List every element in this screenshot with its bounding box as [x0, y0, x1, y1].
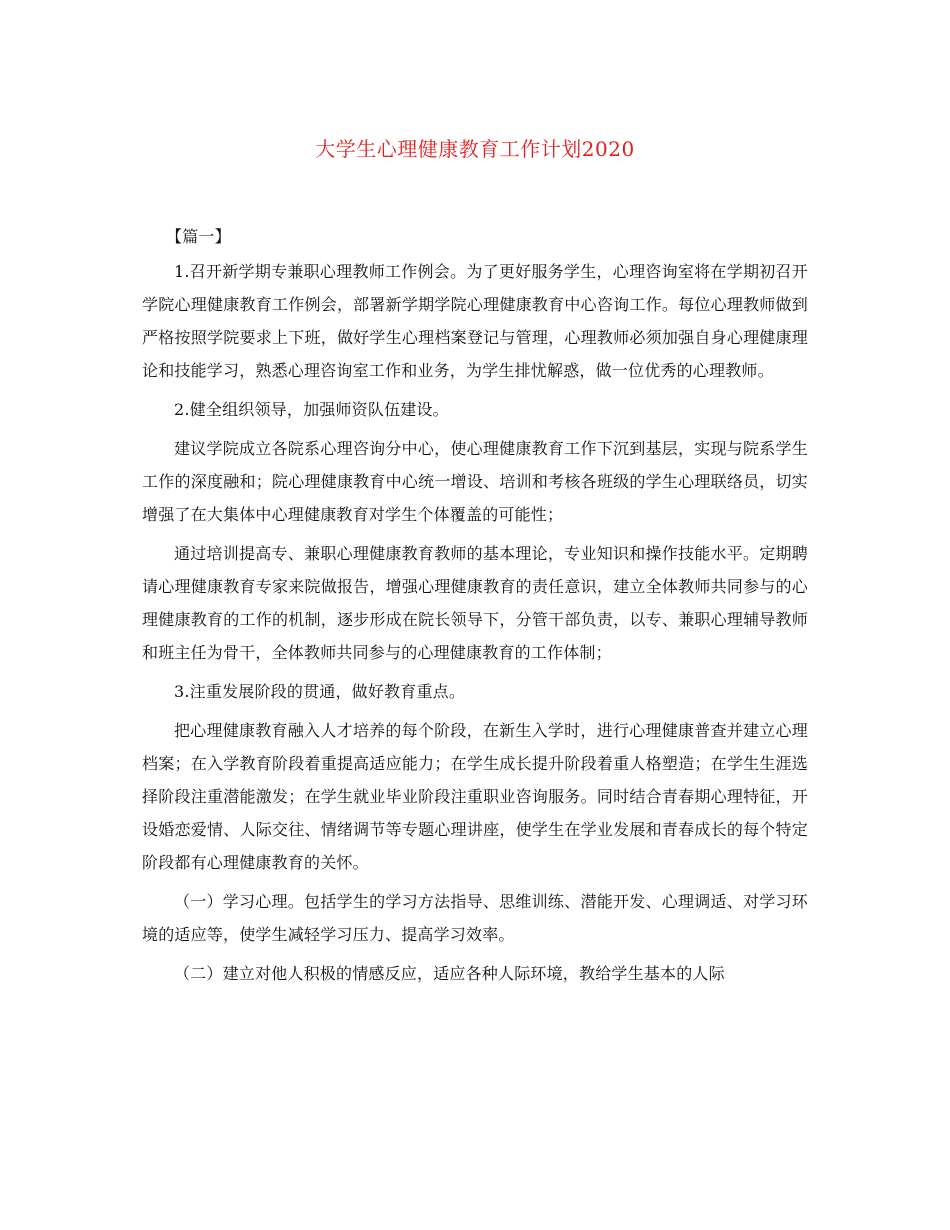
document-title: 大学生心理健康教育工作计划2020 [315, 137, 635, 161]
paragraph-8: （二）建立对他人积极的情感反应，适应各种人际环境，教给学生基本的人际 [174, 964, 725, 983]
paragraph-2: 2.健全组织领导，加强师资队伍建设。 [174, 400, 449, 419]
section-label: 【篇一】 [166, 227, 231, 246]
document-body [142, 220, 808, 996]
paragraph-4: 通过培训提高专、兼职心理健康教育教师的基本理论，专业知识和操作技能水平。定期聘请心理健康教育专家来院做报告，增强心理健康教育的责任意识，建立全体教师共同参与的心理健康教育的工作的机制，逐步形成在院长领导下，分管干部负责，以专、兼职心理辅导教师和班主任为骨干，全体教师共同参与的心理健康教育的工作体制； [142, 544, 808, 662]
paragraph-7: （一）学习心理。包括学生的学习方法指导、思维训练、潜能开发、心理调适、对学习环境的适应等，使学生减轻学习压力、提高学习效率。 [142, 892, 808, 944]
paragraph-5: 3.注重发展阶段的贯通，做好教育重点。 [174, 682, 466, 701]
paragraph-3: 建议学院成立各院系心理咨询分中心，使心理健康教育工作下沉到基层，实现与院系学生工作的深度融和；院心理健康教育中心统一增设、培训和考核各班级的学生心理联络员，切实增强了在大集体中心理健康教育对学生个体覆盖的可能性； [142, 439, 808, 524]
paragraph-6: 把心理健康教育融入人才培养的每个阶段，在新生入学时，进行心理健康普查并建立心理档案；在入学教育阶段着重提高适应能力；在学生成长提升阶段着重人格塑造；在学生生涯选择阶段注重潜能激发；在学生就业毕业阶段注重职业咨询服务。同时结合青春期心理特征，开设婚恋爱情、人际交往、情绪调节等专题心理讲座，使学生在学业发展和青春成长的每个特定阶段都有心理健康教育的关怀。 [142, 721, 808, 872]
paragraph-1: 1.召开新学期专兼职心理教师工作例会。为了更好服务学生，心理咨询室将在学期初召开学院心理健康教育工作例会，部署新学期学院心理健康教育中心咨询工作。每位心理教师做到严格按照学院要求上下班，做好学生心理档案登记与管理，心理教师必须加强自身心理健康理论和技能学习，熟悉心理咨询室工作和业务，为学生排忧解惑，做一位优秀的心理教师。 [142, 262, 808, 380]
